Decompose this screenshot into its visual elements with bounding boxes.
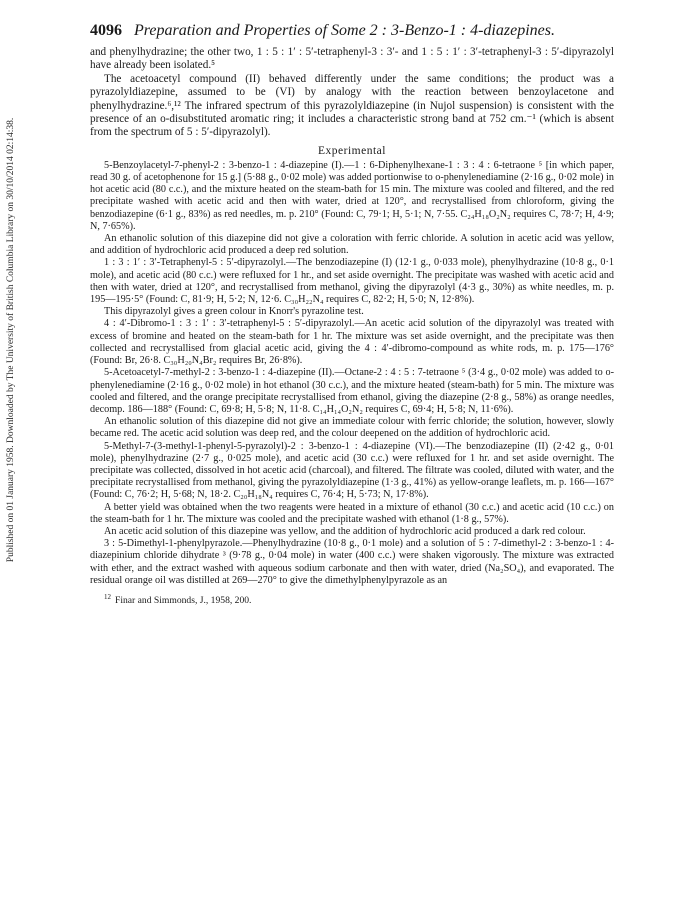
experimental-paragraph: 5-Methyl-7-(3-methyl-1-phenyl-5-pyrazolyl)-2 : 3-benzo-1 : 4-diazepine (VI).—The benzodiazepine (II) (2·42 g., 0·01 mole), phenylhydrazine (2·7 g., 0·025 mole), and acetic acid (30 c.c.) were refluxed for 1 hr. and set aside overnight. The precipitate was collected, dissolved in hot acetic acid (charcoal), and filtered. The filtrate was cooled, diluted with water, and the precipitate recrystallised from methanol, giving the pyrazolyldiazepine (1·3 g., 41%) as yellow-orange leaflets, m. p. 166—167° (Found: C, 76·2; H, 5·68; N, 18·2. C₂₀H₁₈N₄ requires C, 76·4; H, 5·73; N, 17·8%). bbox=[90, 440, 614, 501]
experimental-paragraph: This dipyrazolyl gives a green colour in Knorr's pyrazoline test. bbox=[104, 306, 364, 318]
footnote-text: Finar and Simmonds, J., 1958, 200. bbox=[115, 595, 252, 607]
running-header bbox=[90, 22, 614, 40]
running-title: Preparation and Properties of Some 2 : 3-Benzo-1 : 4-diazepines. bbox=[134, 22, 555, 39]
page-number: 4096 bbox=[90, 22, 122, 39]
experimental-paragraph: 4 : 4′-Dibromo-1 : 3 : 1′ : 3′-tetraphenyl-5 : 5′-dipyrazolyl.—An acetic acid solution of the dipyrazolyl was treated with excess of bromine and heated on the steam-bath for 1 hr. The mixture was set aside overnight, and the precipitate was then collected and recrystallised from glacial acetic acid, giving the 4 : 4′-dibromo-compound as white rods, m. p. 175—176° (Found: Br, 26·8. C₃₀H₂₀N₄Br₂ requires Br, 26·8%). bbox=[90, 318, 614, 367]
experimental-paragraph: An ethanolic solution of this diazepine did not give a coloration with ferric chloride. A solution in acetic acid was yellow, and addition of hydrochloric acid produced a deep red solution. bbox=[90, 233, 614, 257]
download-watermark-text: Published on 01 January 1958. Downloaded by The University of British Columbia Library on 30/10/2014 02:14:38. bbox=[6, 117, 16, 563]
experimental-paragraph: An acetic acid solution of this diazepine was yellow, and the addition of hydrochloric acid produced a dark red colour. bbox=[104, 525, 586, 537]
footnote bbox=[90, 591, 614, 607]
experimental-paragraph: 3 : 5-Dimethyl-1-phenylpyrazole.—Phenylhydrazine (10·8 g., 0·1 mole) and a solution of 5 : 7-dimethyl-2 : 3-benzo-1 : 4-diazepinium chloride dihydrate ³ (9·78 g., 0·04 mole) in water (400 c.c.) were shaken vigorously. The mixture was extracted with ether, and the extract washed with aqueous sodium carbonate and then with water, dried (Na₂SO₄), and evaporated. The residual orange oil was distilled at 269—270° to give the dimethylphenylpyrazole as an bbox=[90, 538, 614, 586]
intro-paragraph: and phenylhydrazine; the other two, 1 : 5 : 1′ : 5′-tetraphenyl-3 : 3′- and 1 : 5 : 1′ : 3′-tetraphenyl-3 : 5′-dipyrazolyl have already been isolated.⁵ bbox=[90, 46, 614, 72]
intro-paragraph: The acetoacetyl compound (II) behaved differently under the same conditions; the product was a pyrazolyldiazepine, assumed to be (VI) by analogy with the reaction between benzoylacetone and phenylhydrazine.⁶,¹² The infrared spectrum of this pyrazolyldiazepine (in Nujol suspension) is consistent with the presence of an o-disubstituted aromatic ring; it includes a characteristic strong band at 752 cm.⁻¹ (which is absent from the spectrum of 5 : 5′-dipyrazolyl). bbox=[90, 72, 614, 139]
experimental-paragraph: 5-Acetoacetyl-7-methyl-2 : 3-benzo-1 : 4-diazepine (II).—Octane-2 : 4 : 5 : 7-tetraone ⁵ (3·4 g., 0·02 mole) was added to o-phenylenediamine (2·16 g., 0·02 mole) in hot ethanol (30 c.c.), and the mixture heated (steam-bath) for 5 min. The mixture was cooled and filtered, and the orange precipitate recrystallised from ethanol, giving the diazepine (2·8 g., 58%) as orange needles, decomp. 186—188° (Found: C, 69·8; H, 5·8; N, 11·8. C₁₄H₁₄O₂N₂ requires C, 69·4; H, 5·8; N, 11·6%). bbox=[90, 367, 614, 415]
experimental-paragraph: 5-Benzoylacetyl-7-phenyl-2 : 3-benzo-1 : 4-diazepine (I).—1 : 6-Diphenylhexane-1 : 3 : 4 : 6-tetraone ⁵ [in which paper, read 30 g. of acetophenone for 15 g.] (5·88 g., 0·02 mole) was added portionwise to o-phenylenediamine (2·16 g., 0·02 mole) in hot acetic acid (80 c.c.), and the mixture heated on the steam-bath for 15 min. The mixture was cooled and filtered, and the red precipitate washed with acetic acid and then with water, dried at 120°, and recrystallised from chloroform, giving the benzodiazepine (6·1 g., 83%) as red needles, m. p. 210° (Found: C, 79·1; H, 5·1; N, 7·55. C₂₄H₁₈O₂N₂ requires C, 78·7; H, 4·9; N, 7·65%). bbox=[90, 159, 614, 232]
experimental-paragraph: An ethanolic solution of this diazepine did not give an immediate colour with ferric chloride; the solution, however, slowly became red. The acetic acid solution was deep red, and the colour deepened on the addition of hydrochloric acid. bbox=[90, 416, 614, 440]
download-watermark bbox=[2, 60, 20, 620]
experimental-paragraph: 1 : 3 : 1′ : 3′-Tetraphenyl-5 : 5′-dipyrazolyl.—The benzodiazepine (I) (12·1 g., 0·033 mole), phenylhydrazine (10·8 g., 0·1 mole), and acetic acid (80 c.c.) were refluxed for 1 hr., and set aside overnight. The precipitate was washed with acetic acid and then with water, dried at 120°, and recrystallised from methanol, giving the dipyrazolyl (4·3 g., 30%) as white needles, m. p. 195—195·5° (Found: C, 81·9; H, 5·2; N, 12·6. C₃₀H₂₂N₄ requires C, 82·2; H, 5·0; N, 12·8%). bbox=[90, 257, 614, 306]
paper-page bbox=[90, 22, 614, 607]
section-heading: Experimental bbox=[318, 144, 386, 157]
experimental-paragraph: A better yield was obtained when the two reagents were heated in a mixture of ethanol (30 c.c.) and acetic acid (10 c.c.) on the steam-bath for 1 hr. The mixture was cooled and the precipitate washed with ethanol (1·8 g., 57%). bbox=[90, 501, 614, 525]
footnote-mark: 12 bbox=[104, 592, 111, 601]
